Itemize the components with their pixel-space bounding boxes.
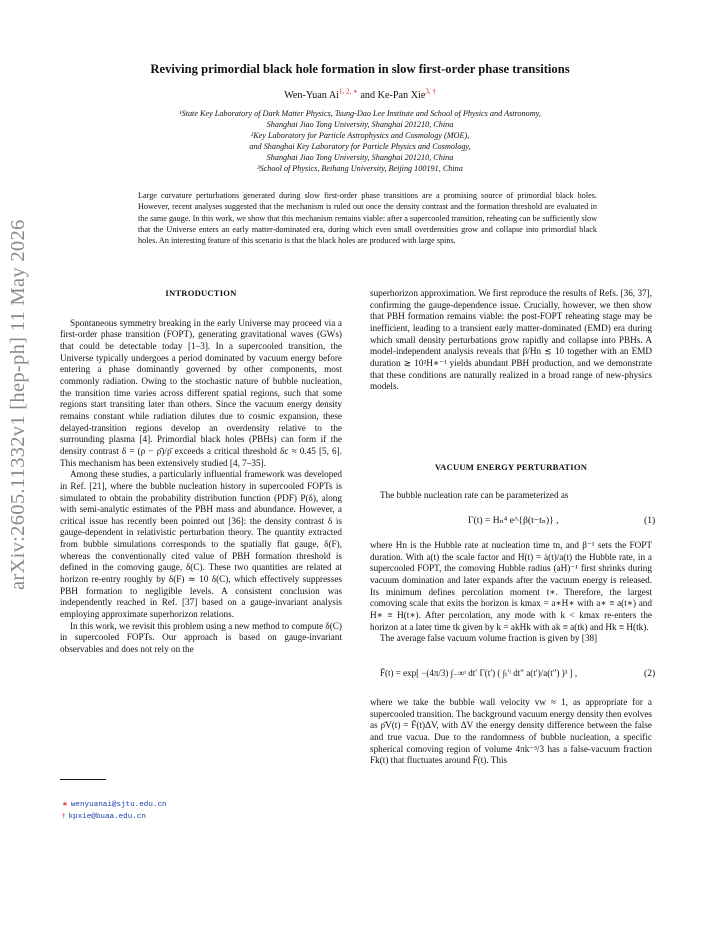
equation-2-number: (2) [644,668,656,679]
paper-title: Reviving primordial black hole formation in slow first-order phase transitions [150,62,570,76]
footnote-rule [60,779,106,780]
right-column-bottom [370,697,652,767]
affiliations [60,108,660,174]
footnote-mark: † [62,812,66,820]
right-paragraph-3: where Hn is the Hubble rate at nucleation time tn, and β⁻¹ sets the FOPT duration. With a(t) the scale factor and H(t) = ȧ(t)/a(t) the Hubble rate, in a supercooled FOPT, the comoving Hubble radius (aH)⁻¹ first shrinks during vacuum domination and later expands after the vacuum energy is released. Its minimum defines percolation moment t∗. Therefore, the largest comoving scale that exits the horizon is kmax = a∗H∗ with a∗ ≡ a(t∗) and H∗ ≡ H(t∗). After percolation, any mode with k < kmax re-enters the horizon at a later time tk given by k = akHk with ak ≡ a(tk) and Hk ≡ H(tk). [370,540,652,632]
section-heading-vacuum-energy: VACUUM ENERGY PERTURBATION [434,462,588,472]
equation-1: Γ(t) = Hₙ⁴ e^{β(t−tₙ)} , [468,515,559,526]
right-column-top [370,288,652,393]
section-heading-introduction: INTRODUCTION [165,288,237,298]
intro-paragraph-2: Among these studies, a particularly influential framework was developed in Ref. [21], where the bubble nucleation history in supercooled FOPTs is simulated to obtain the probability distribution function (PDF) P(δ), along with semi-analytic estimates of the PBH mass and abundance. However, a critical issue has recently been pointed out [36]: the density contrast δ is gauge-dependent in relativistic perturbation theory. The quantity extracted from bubble simulations corresponds to the spatially flat gauge, δ(F), whereas the conventionally cited value of PBH formation threshold is defined in the comoving gauge, δ(C). These two quantities are related at horizon re-entry roughly by δ(F) ≃ 10 δ(C), which effectively suppresses PBH formation to negligible levels. A consistent conclusion was independently reached in Ref. [37] based on a gauge-invariant analysis employing approximate superhorizon relations. [60,469,342,620]
affiliation-line: Shanghai Jiao Tong University, Shanghai 201210, China [266,153,454,162]
right-paragraph-4: The average false vacuum volume fraction is given by [38] [380,633,598,644]
author-1-affil-mark[interactable]: 1, 2, ∗ [339,87,358,96]
email-link[interactable]: kpxie@buaa.edu.cn [68,813,146,821]
email-link[interactable]: wenyuanai@sjtu.edu.cn [70,801,167,809]
author-2-affil-mark[interactable]: 3, † [425,87,436,96]
author-and: and [360,90,376,101]
footnote-mark: ∗ [62,800,68,808]
equation-1-number: (1) [644,515,656,526]
affiliation-line: ¹State Key Laboratory of Dark Matter Physics, Tsung-Dao Lee Institute and School of Physics and Astronomy, [179,109,541,118]
author-1: Wen-Yuan Ai [284,90,340,101]
affiliation-line: Shanghai Jiao Tong University, Shanghai 201210, China [266,120,454,129]
right-section-heading-wrap [370,462,652,474]
equation-2: F̄(t) = exp[ −(4π/3) ∫₋∞ᵗ dt′ Γ(t′) ( ∫ₜ′ᵗ dt″ a(t′)/a(t″) )³ ] , [380,668,578,678]
abstract: Large curvature perturbations generated during slow first-order phase transitions are a promising source of primordial black holes. However, recent analyses suggested that the mechanism is ruled out once the density contrast and the formation threshold are evaluated in the same gauge. In this work, we show that this mechanism remains viable: after a supercooled transition, reheating can be sufficiently slow that the Universe enters an early matter-dominated era, during which even small overdensities grow and collapse into primordial black holes. An interesting feature of this scenario is that the black holes are produced with large spins. [138,191,597,246]
footnote-email-1[interactable] [62,800,167,809]
affiliation-line: ³School of Physics, Beihang University, Beijing 100191, China [257,164,463,173]
right-nucleation-intro [370,490,652,502]
intro-paragraph-3: In this work, we revisit this problem using a new method to compute δ(C) in supercooled FOPTs. Our approach is based on gauge-invariant observables and does not rely on the [60,620,342,655]
left-column [60,288,342,656]
right-column-middle [370,540,652,645]
affiliation-line: and Shanghai Key Laboratory for Particle Physics and Cosmology, [249,142,471,151]
affiliation-line: ²Key Laboratory for Particle Astrophysics and Cosmology (MOE), [250,131,470,140]
author-2: Ke-Pan Xie [377,90,426,101]
right-paragraph-2: The bubble nucleation rate can be parameterized as [380,490,569,500]
arxiv-identifier[interactable]: arXiv:2605.11332v1 [hep-ph] 11 May 2026 [7,219,29,590]
right-paragraph-1: superhorizon approximation. We first reproduce the results of Refs. [36, 37], confirming the gauge-dependence issue. Crucially, however, we then show that PBH formation remains viable: the post-FOPT reheating stage may be inefficient, leading to a transient early matter-dominated (EMD) era during which small density perturbations grow rapidly and collapse into PBHs. A model-independent analysis reveals that β/Hn ≲ 10 together with an EMD duration ≳ 10²H∗⁻¹ yields abundant PBH production, and we demonstrate that these conditions are naturally realized in a broad range of new-physics models. [370,288,652,392]
right-paragraph-5: where we take the bubble wall velocity vw ≈ 1, as appropriate for a supercooled transition. The background vacuum energy density then evolves as ρ̄V(t) = F̄(t)ΔV, with ΔV the energy density difference between the false and true vacua. Due to the randomness of bubble nucleation, a specific spherical comoving region of volume 4πk⁻³/3 has a false-vacuum fraction Fk(t) that fluctuates around F̄(t). This [370,697,652,766]
footnote-email-2[interactable] [62,812,146,821]
intro-paragraph-1: Spontaneous symmetry breaking in the early Universe may proceed via a first-order phase transition (FOPT), generating gravitational waves (GWs) that could be detectable today [1–3]. In a supercooled transition, the Universe typically undergoes a period dominated by vacuum energy before entering a phase dominantly governed by other components, most commonly radiation. Owing to the stochastic nature of bubble nucleation, the transition time varies across different spatial regions, such that some regions start transiting later than others. Since the vacuum energy density remains constant while radiation dilutes due to cosmic expansion, these delayed-transition regions develop an overdensity relative to the surrounding plasma [4]. Primordial black holes (PBHs) can form if the density contrast δ = (ρ − ρ̄)/ρ̄ exceeds a critical threshold δc ≈ 0.45 [5, 6]. This mechanism has been extensively studied [4, 7–35]. [60,317,342,468]
author-line [60,87,660,101]
